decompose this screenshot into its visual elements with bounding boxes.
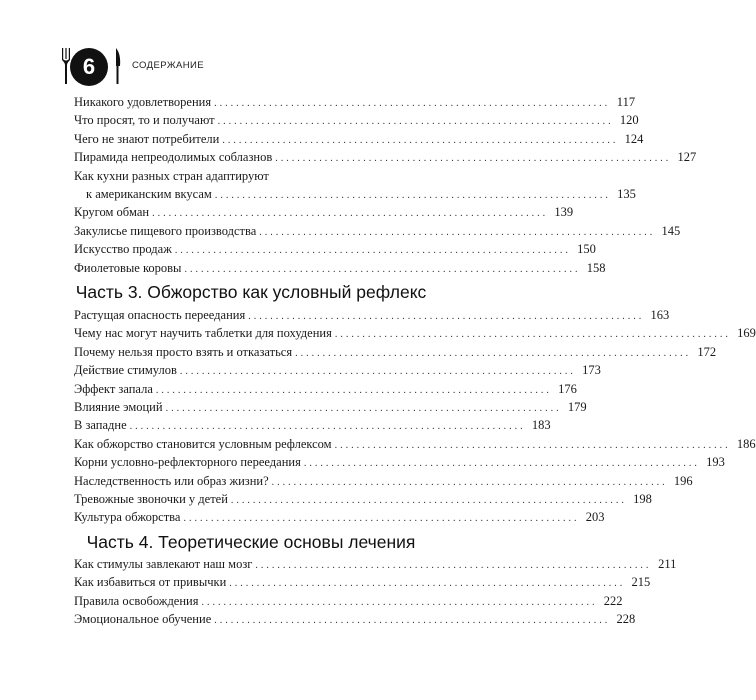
entry-page: 198 <box>633 491 652 506</box>
toc-entry <box>74 222 681 240</box>
entry-page: 169 <box>737 326 756 341</box>
leader-dots: ........................................................................ <box>179 366 576 378</box>
entry-title: Почему нельзя просто взять и отказаться <box>74 344 293 359</box>
entry-page: 179 <box>567 399 587 414</box>
toc-entry <box>74 240 596 258</box>
entry-title: Чему нас могут научить таблетки для похудения <box>74 326 332 341</box>
entry-page: 172 <box>697 344 717 359</box>
toc-entry <box>74 306 670 324</box>
entry-title: Как кухни разных стран адаптируют <box>74 168 269 183</box>
entry-page: 120 <box>619 113 639 128</box>
entry-page: 145 <box>661 223 681 238</box>
entry-title-continuation: к американским вкусам <box>86 186 212 201</box>
running-head: СОДЕРЖАНИЕ <box>132 60 204 71</box>
leader-dots: ........................................................................ <box>183 513 580 525</box>
toc-entry <box>74 453 725 471</box>
entry-title: Искусство продаж <box>74 242 172 257</box>
toc-entry <box>74 343 717 361</box>
entry-page: 193 <box>706 455 725 470</box>
leader-dots: ........................................................................ <box>214 615 611 627</box>
entry-title: Правила освобождения <box>74 593 199 608</box>
entry-title: Растущая опасность переедания <box>74 308 246 322</box>
entry-page: 186 <box>736 436 756 451</box>
entry-title: Как обжорство становится условным рефлексом <box>74 436 332 451</box>
entry-page: 228 <box>616 612 636 627</box>
page-header <box>62 48 422 84</box>
entry-page: 135 <box>617 186 636 201</box>
toc-entry <box>74 380 577 398</box>
entry-title: Корни условно-рефлекторного переедания <box>74 455 301 470</box>
leader-dots: ........................................................................ <box>259 226 656 238</box>
entry-page: 124 <box>624 131 644 146</box>
toc-entry <box>74 472 693 490</box>
entry-title: Кругом обман <box>74 205 150 220</box>
toc-entry <box>74 573 651 591</box>
leader-dots: ........................................................................ <box>184 263 581 275</box>
leader-dots: ........................................................................ <box>174 245 571 257</box>
entry-title: Чего не знают потребители <box>74 131 220 146</box>
part-3-heading: Часть 3. Обжорство как условный рефлекс <box>75 282 427 302</box>
entry-title: В западне <box>74 418 127 433</box>
leader-dots: ........................................................................ <box>222 134 619 146</box>
leader-dots: ........................................................................ <box>248 311 645 322</box>
toc-entry <box>74 148 697 166</box>
entry-title: Фиолетовые коровы <box>74 260 182 275</box>
leader-dots: ........................................................................ <box>155 384 552 396</box>
fork-icon <box>62 48 70 84</box>
leader-dots: ........................................................................ <box>214 189 611 201</box>
toc-entry <box>74 130 644 148</box>
entry-title: Тревожные звоночки у детей <box>74 491 228 506</box>
leader-dots: ........................................................................ <box>295 347 692 359</box>
leader-dots: ........................................................................ <box>214 98 611 109</box>
knife-icon <box>115 48 121 84</box>
entry-page: 139 <box>554 205 574 220</box>
entry-title: Как избавиться от привычки <box>74 575 227 590</box>
toc-entry <box>74 435 756 453</box>
leader-dots: ........................................................................ <box>303 458 700 470</box>
leader-dots: ........................................................................ <box>229 578 626 590</box>
toc-entry-first-line <box>74 167 428 185</box>
entry-page: 215 <box>631 575 651 590</box>
entry-title: Что просят, то и получают <box>74 113 215 128</box>
entry-title: Пирамида непреодолимых соблазнов <box>74 150 273 165</box>
toc-section-1 <box>74 93 697 277</box>
toc-entry <box>74 203 574 221</box>
entry-page: 183 <box>531 418 551 433</box>
entry-page: 222 <box>603 593 623 608</box>
entry-title: Влияние эмоций <box>74 399 163 414</box>
leader-dots: ........................................................................ <box>201 596 598 608</box>
toc-section-2 <box>74 306 756 527</box>
toc-entry <box>74 416 551 434</box>
entry-page: 211 <box>658 557 677 571</box>
toc-section-3 <box>74 555 677 629</box>
entry-page: 176 <box>558 381 577 396</box>
leader-dots: ........................................................................ <box>275 153 672 165</box>
leader-dots: ........................................................................ <box>165 402 562 414</box>
toc-entry <box>74 259 606 277</box>
entry-page: 117 <box>616 95 636 109</box>
toc-entry <box>74 555 677 573</box>
leader-dots: ........................................................................ <box>217 116 614 128</box>
toc-entry <box>74 508 605 526</box>
entry-page: 163 <box>650 308 670 322</box>
part-4-heading: Часть 4. Теоретические основы лечения <box>86 532 416 552</box>
entry-title: Закулисье пищевого производства <box>74 223 257 238</box>
entry-title: Культура обжорства <box>74 510 181 525</box>
entry-title: Эффект запала <box>74 381 153 396</box>
entry-title: Никакого удовлетворения <box>74 95 212 109</box>
entry-page: 150 <box>577 242 596 257</box>
toc-entry-continuation <box>74 185 636 203</box>
toc-entry <box>74 610 636 628</box>
entry-title: Наследственность или образ жизни? <box>74 473 269 488</box>
toc-entry <box>74 398 587 416</box>
toc-entry <box>74 93 636 111</box>
page-number-badge: 6 <box>70 48 108 86</box>
leader-dots: ........................................................................ <box>271 476 668 488</box>
leader-dots: ........................................................................ <box>334 329 731 341</box>
entry-page: 196 <box>673 473 693 488</box>
leader-dots: ........................................................................ <box>129 421 526 433</box>
leader-dots: ........................................................................ <box>152 208 549 220</box>
entry-title: Эмоциональное обучение <box>74 612 212 627</box>
toc-entry <box>74 324 756 342</box>
entry-page: 158 <box>586 260 606 275</box>
entry-title: Как стимулы завлекают наш мозг <box>74 557 253 571</box>
entry-page: 127 <box>677 150 697 165</box>
leader-dots: ........................................................................ <box>334 439 731 451</box>
entry-page: 173 <box>582 363 601 378</box>
leader-dots: ........................................................................ <box>230 494 627 506</box>
entry-page: 203 <box>585 510 605 525</box>
toc-entry <box>74 361 601 379</box>
toc-entry <box>74 111 639 129</box>
toc-entry <box>74 592 623 610</box>
toc-entry <box>74 490 652 508</box>
entry-title: Действие стимулов <box>74 363 177 378</box>
leader-dots: ........................................................................ <box>255 560 652 571</box>
